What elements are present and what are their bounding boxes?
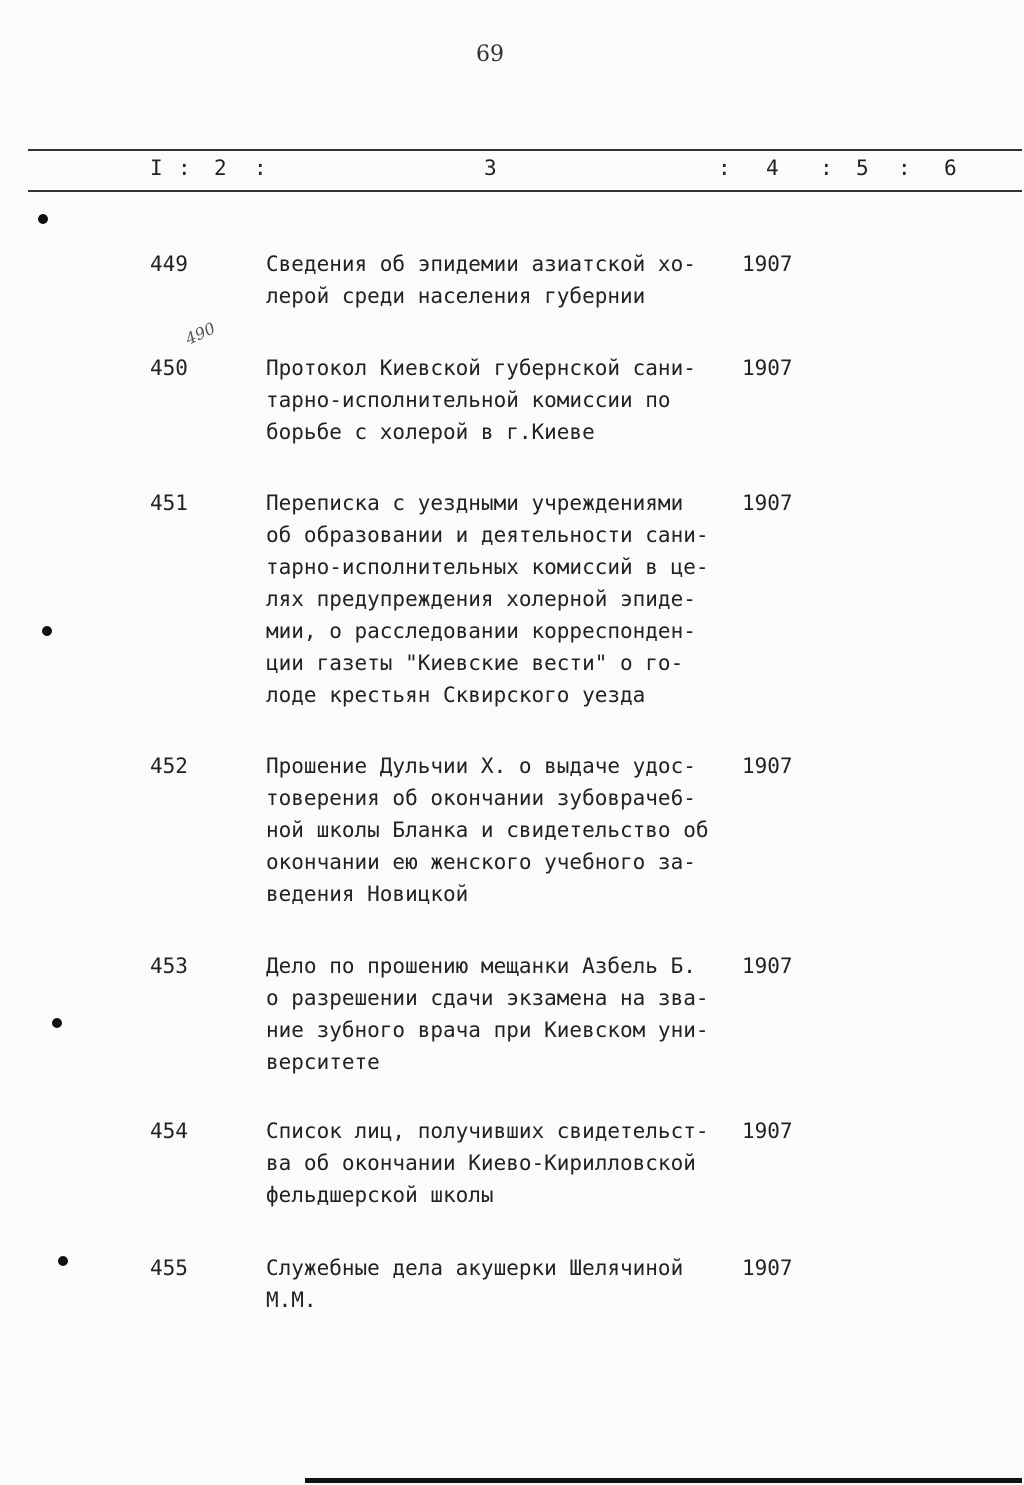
entry-title-line: ной школы Бланка и свидетельство об bbox=[266, 818, 709, 842]
column-header-2: 2 bbox=[214, 156, 227, 180]
entry-number: 449 bbox=[150, 252, 188, 276]
entry-number: 452 bbox=[150, 754, 188, 778]
entry-year: 1907 bbox=[742, 356, 793, 380]
column-header-3: 3 bbox=[484, 156, 497, 180]
entry-title-line: Прошение Дульчии Х. о выдаче удос- bbox=[266, 754, 696, 778]
binding-hole-mark bbox=[58, 1256, 68, 1266]
handwritten-annotation: 490 bbox=[182, 318, 219, 349]
column-header-row bbox=[0, 156, 1024, 184]
entry-title-line: Сведения об эпидемии азиатской хо- bbox=[266, 252, 696, 276]
entry-title-line: о разрешении сдачи экзамена на зва- bbox=[266, 986, 709, 1010]
entry-title bbox=[266, 1252, 736, 1316]
entry-title bbox=[266, 487, 736, 711]
entry-title-line: верситете bbox=[266, 1050, 380, 1074]
column-separator: : bbox=[254, 156, 267, 180]
column-header-4: 4 bbox=[766, 156, 779, 180]
bottom-edge-line bbox=[305, 1478, 1022, 1483]
binding-hole-mark bbox=[42, 626, 52, 636]
entry-title-line: Служебные дела акушерки Шелячиной bbox=[266, 1256, 684, 1280]
entry-title-line: Протокол Киевской губернской сани- bbox=[266, 356, 696, 380]
entry-number: 453 bbox=[150, 954, 188, 978]
entry-title-line: ции газеты "Киевские вести" о го- bbox=[266, 651, 684, 675]
entry-title-line: лерой среди населения губернии bbox=[266, 284, 646, 308]
entry-title-line: М.М. bbox=[266, 1288, 317, 1312]
entry-year: 1907 bbox=[742, 954, 793, 978]
entry-number: 450 bbox=[150, 356, 188, 380]
column-header-6: 6 bbox=[944, 156, 957, 180]
entry-title bbox=[266, 750, 736, 910]
binding-hole-mark bbox=[38, 214, 48, 224]
entry-title-line: мии, о расследовании корреспонден- bbox=[266, 619, 696, 643]
entry-title-line: Дело по прошению мещанки Азбель Б. bbox=[266, 954, 696, 978]
column-separator: : bbox=[898, 156, 911, 180]
entry-number: 455 bbox=[150, 1256, 188, 1280]
entry-title bbox=[266, 950, 736, 1078]
entry-year: 1907 bbox=[742, 1256, 793, 1280]
column-separator: : bbox=[820, 156, 833, 180]
entry-title bbox=[266, 352, 736, 448]
column-header-1: I bbox=[150, 156, 163, 180]
entry-title-line: окончании ею женского учебного за- bbox=[266, 850, 696, 874]
entry-title-line: борьбе с холерой в г.Киеве bbox=[266, 420, 595, 444]
binding-hole-mark bbox=[52, 1018, 62, 1028]
entry-title-line: тарно-исполнительной комиссии по bbox=[266, 388, 671, 412]
column-separator: : bbox=[718, 156, 731, 180]
header-top-rule bbox=[28, 149, 1022, 151]
entry-title-line: Переписка с уездными учреждениями bbox=[266, 491, 684, 515]
entry-number: 451 bbox=[150, 491, 188, 515]
entry-year: 1907 bbox=[742, 754, 793, 778]
header-bottom-rule bbox=[28, 190, 1022, 192]
column-separator: : bbox=[178, 156, 191, 180]
entry-number: 454 bbox=[150, 1119, 188, 1143]
entry-title-line: Список лиц, получивших свидетельст- bbox=[266, 1119, 709, 1143]
entry-title bbox=[266, 1115, 736, 1211]
entry-title-line: тарно-исполнительных комиссий в це- bbox=[266, 555, 709, 579]
entry-title-line: ведения Новицкой bbox=[266, 882, 469, 906]
entry-year: 1907 bbox=[742, 1119, 793, 1143]
entry-title-line: об образовании и деятельности сани- bbox=[266, 523, 709, 547]
column-header-5: 5 bbox=[856, 156, 869, 180]
entry-title-line: лоде крестьян Сквирского уезда bbox=[266, 683, 646, 707]
page-number: 69 bbox=[476, 42, 504, 67]
entry-title-line: ва об окончании Киево-Кирилловской bbox=[266, 1151, 696, 1175]
entry-year: 1907 bbox=[742, 491, 793, 515]
entry-title-line: товерения об окончании зубовраче6- bbox=[266, 786, 696, 810]
entry-title-line: ние зубного врача при Киевском уни- bbox=[266, 1018, 709, 1042]
entry-year: 1907 bbox=[742, 252, 793, 276]
entry-title-line: лях предупреждения холерной эпиде- bbox=[266, 587, 696, 611]
entry-title-line: фельдшерской школы bbox=[266, 1183, 494, 1207]
entry-title bbox=[266, 248, 736, 312]
